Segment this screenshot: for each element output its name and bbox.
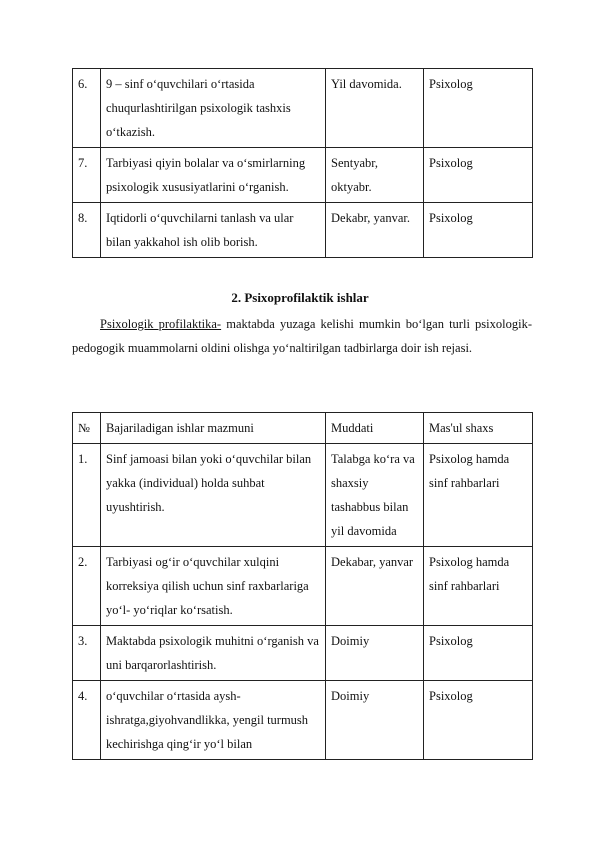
header-content: Bajariladigan ishlar mazmuni xyxy=(101,413,326,444)
row-number: 4. xyxy=(73,681,101,760)
row-responsible: Psixolog hamda sinf rahbarlari xyxy=(424,444,533,547)
header-term: Muddati xyxy=(326,413,424,444)
paragraph-text: maktabda yuzaga kelishi mumkin bo‘lgan turli psixologik- pedogogik muammolarni oldini olishga yo‘naltirilgan tadbirlarga doir ish rejasi. xyxy=(72,317,532,355)
section-paragraph xyxy=(72,312,532,360)
paragraph-term: Psixologik profilaktika- xyxy=(100,317,222,331)
row-term: Talabga ko‘ra va shaxsiy tashabbus bilan yil davomida xyxy=(326,444,424,547)
table-row xyxy=(73,444,533,547)
psychoprophylaxis-table xyxy=(72,412,533,760)
plan-table-continued xyxy=(72,68,533,258)
table-row xyxy=(73,69,533,148)
table-row xyxy=(73,203,533,258)
row-responsible: Psixolog xyxy=(424,148,533,203)
row-term: Doimiy xyxy=(326,626,424,681)
row-responsible: Psixolog hamda sinf rahbarlari xyxy=(424,547,533,626)
row-responsible: Psixolog xyxy=(424,69,533,148)
row-term: Dekabr, yanvar. xyxy=(326,203,424,258)
table-row xyxy=(73,547,533,626)
table-header-row xyxy=(73,413,533,444)
section-heading: 2. Psixoprofilaktik ishlar xyxy=(231,290,369,305)
row-responsible: Psixolog xyxy=(424,203,533,258)
row-content: 9 – sinf o‘quvchilari o‘rtasida chuqurlashtirilgan psixologik tashxis o‘tkazish. xyxy=(101,69,326,148)
row-number: 3. xyxy=(73,626,101,681)
table-row xyxy=(73,626,533,681)
table-row xyxy=(73,148,533,203)
header-number: № xyxy=(73,413,101,444)
row-content: Sinf jamoasi bilan yoki o‘quvchilar bilan yakka (individual) holda suhbat uyushtirish. xyxy=(101,444,326,547)
row-term: Doimiy xyxy=(326,681,424,760)
row-number: 7. xyxy=(73,148,101,203)
row-content: Tarbiyasi qiyin bolalar va o‘smirlarning psixologik xususiyatlarini o‘rganish. xyxy=(101,148,326,203)
row-term: Dekabar, yanvar xyxy=(326,547,424,626)
row-number: 2. xyxy=(73,547,101,626)
header-responsible: Mas'ul shaxs xyxy=(424,413,533,444)
table-row xyxy=(73,681,533,760)
row-content: Maktabda psixologik muhitni o‘rganish va uni barqarorlashtirish. xyxy=(101,626,326,681)
row-number: 8. xyxy=(73,203,101,258)
row-content: o‘quvchilar o‘rtasida aysh-ishratga,giyohvandlikka, yengil turmush kechirishga qing‘ir yo‘l bilan xyxy=(101,681,326,760)
row-responsible: Psixolog xyxy=(424,681,533,760)
row-content: Iqtidorli o‘quvchilarni tanlash va ular bilan yakkahol ish olib borish. xyxy=(101,203,326,258)
row-content: Tarbiyasi og‘ir o‘quvchilar xulqini korreksiya qilish uchun sinf raxbarlariga yo‘l- yo‘riqlar ko‘rsatish. xyxy=(101,547,326,626)
row-responsible: Psixolog xyxy=(424,626,533,681)
row-number: 1. xyxy=(73,444,101,547)
row-term: Sentyabr, oktyabr. xyxy=(326,148,424,203)
row-term: Yil davomida. xyxy=(326,69,424,148)
row-number: 6. xyxy=(73,69,101,148)
